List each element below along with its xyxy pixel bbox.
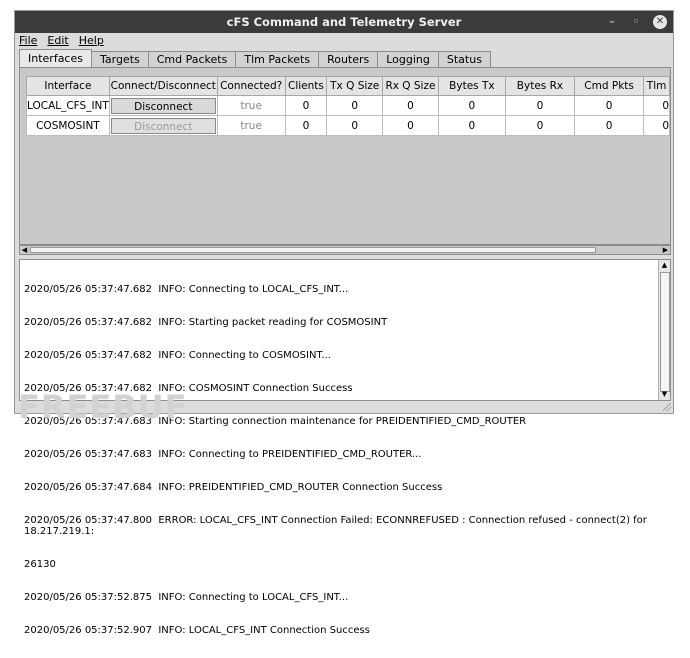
tab-routers[interactable]: Routers — [318, 51, 378, 67]
log-line: 2020/05/26 05:37:47.682 INFO: Starting packet reading for COSMOSINT — [24, 317, 388, 328]
scroll-up-icon[interactable]: ▲ — [661, 261, 668, 269]
connected-value: true — [217, 96, 285, 116]
interfaces-panel — [19, 67, 671, 245]
tx-q-size-value: 0 — [327, 96, 383, 116]
bytes-tx-value: 0 — [438, 116, 505, 136]
minimize-icon[interactable]: – — [609, 15, 615, 28]
resize-grip-icon[interactable] — [663, 403, 671, 411]
scroll-right-icon[interactable]: ▶ — [662, 246, 669, 254]
horizontal-scroll-thumb[interactable] — [30, 247, 596, 253]
cmd-pkts-value: 0 — [574, 116, 643, 136]
bytes-tx-value: 0 — [438, 96, 505, 116]
tab-cmd-packets[interactable]: Cmd Packets — [148, 51, 237, 67]
log-line: 2020/05/26 05:37:47.683 INFO: Starting connection maintenance for PREIDENTIFIED_CMD_ROUTER — [24, 416, 527, 427]
column-header[interactable]: Clients — [285, 77, 327, 96]
scroll-left-icon[interactable]: ◀ — [21, 246, 28, 254]
cmd-pkts-value: 0 — [574, 96, 643, 116]
tab-bar — [19, 49, 490, 67]
tlm-value: 0 — [644, 96, 670, 116]
horizontal-scrollbar[interactable] — [19, 245, 671, 255]
log-line: 2020/05/26 05:37:52.907 INFO: LOCAL_CFS_INT Connection Success — [24, 625, 370, 636]
vertical-scrollbar[interactable] — [658, 260, 670, 400]
tab-logging[interactable]: Logging — [377, 51, 439, 67]
restore-icon[interactable]: ◦ — [632, 15, 640, 28]
tab-tlm-packets[interactable]: Tlm Packets — [235, 51, 319, 67]
tab-interfaces[interactable]: Interfaces — [19, 49, 92, 67]
log-line: 2020/05/26 05:37:47.800 ERROR: LOCAL_CFS_INT Connection Failed: ECONNREFUSED : Connection refused - connect(2) for 18.217.219.1: — [24, 515, 651, 537]
connected-value: true — [217, 116, 285, 136]
watermark: FREEBUF — [18, 388, 188, 426]
column-header[interactable]: Bytes Rx — [505, 77, 574, 96]
bytes-rx-value: 0 — [505, 116, 574, 136]
tx-q-size-value: 0 — [327, 116, 383, 136]
table-row — [27, 116, 670, 136]
column-header[interactable]: Tx Q Size — [327, 77, 383, 96]
rx-q-size-value: 0 — [383, 96, 439, 116]
table-row — [27, 96, 670, 116]
menu-help[interactable]: Help — [78, 34, 104, 47]
column-header[interactable]: Tlm — [644, 77, 670, 96]
interface-name: COSMOSINT — [27, 116, 110, 136]
interfaces-table-container — [26, 76, 670, 134]
log-text — [24, 262, 654, 658]
log-line: 2020/05/26 05:37:52.875 INFO: Connecting to LOCAL_CFS_INT... — [24, 592, 349, 603]
interfaces-table — [26, 76, 670, 136]
column-header[interactable]: Rx Q Size — [383, 77, 439, 96]
table-header-row — [27, 77, 670, 96]
interface-name: LOCAL_CFS_INT — [27, 96, 110, 116]
title-bar — [15, 11, 673, 33]
bytes-rx-value: 0 — [505, 96, 574, 116]
tab-status[interactable]: Status — [438, 51, 491, 67]
log-line: 26130 — [24, 559, 56, 570]
vertical-scroll-thumb[interactable] — [660, 272, 670, 392]
scroll-down-icon[interactable]: ▼ — [661, 390, 668, 398]
disconnect-button[interactable]: Disconnect — [111, 98, 216, 114]
log-line: 2020/05/26 05:37:47.682 INFO: COSMOSINT Connection Success — [24, 383, 353, 394]
connect-cell — [109, 116, 217, 136]
menu-bar — [15, 33, 673, 49]
menu-file[interactable]: File — [19, 34, 38, 47]
app-window — [14, 10, 674, 636]
log-line: 2020/05/26 05:37:47.684 INFO: PREIDENTIFIED_CMD_ROUTER Connection Success — [24, 482, 443, 493]
column-header[interactable]: Connect/Disconnect — [109, 77, 217, 96]
log-line: 2020/05/26 05:37:47.683 INFO: Connecting to PREIDENTIFIED_CMD_ROUTER... — [24, 449, 422, 460]
close-icon[interactable]: ✕ — [653, 15, 667, 29]
log-line: 2020/05/26 05:37:47.682 INFO: Connecting to COSMOSINT... — [24, 350, 331, 361]
menu-edit[interactable]: Edit — [47, 34, 69, 47]
clients-value: 0 — [285, 96, 327, 116]
column-header[interactable]: Bytes Tx — [438, 77, 505, 96]
rx-q-size-value: 0 — [383, 116, 439, 136]
column-header[interactable]: Connected? — [217, 77, 285, 96]
tlm-value: 0 — [644, 116, 670, 136]
column-header[interactable]: Cmd Pkts — [574, 77, 643, 96]
log-line: 2020/05/26 05:37:47.682 INFO: Connecting to LOCAL_CFS_INT... — [24, 284, 349, 295]
tab-targets[interactable]: Targets — [91, 51, 149, 67]
column-header[interactable]: Interface — [27, 77, 110, 96]
clients-value: 0 — [285, 116, 327, 136]
window-title: cFS Command and Telemetry Server — [226, 15, 462, 29]
disconnect-button[interactable]: Disconnect — [111, 118, 216, 134]
window-controls — [605, 11, 667, 33]
connect-cell — [109, 96, 217, 116]
